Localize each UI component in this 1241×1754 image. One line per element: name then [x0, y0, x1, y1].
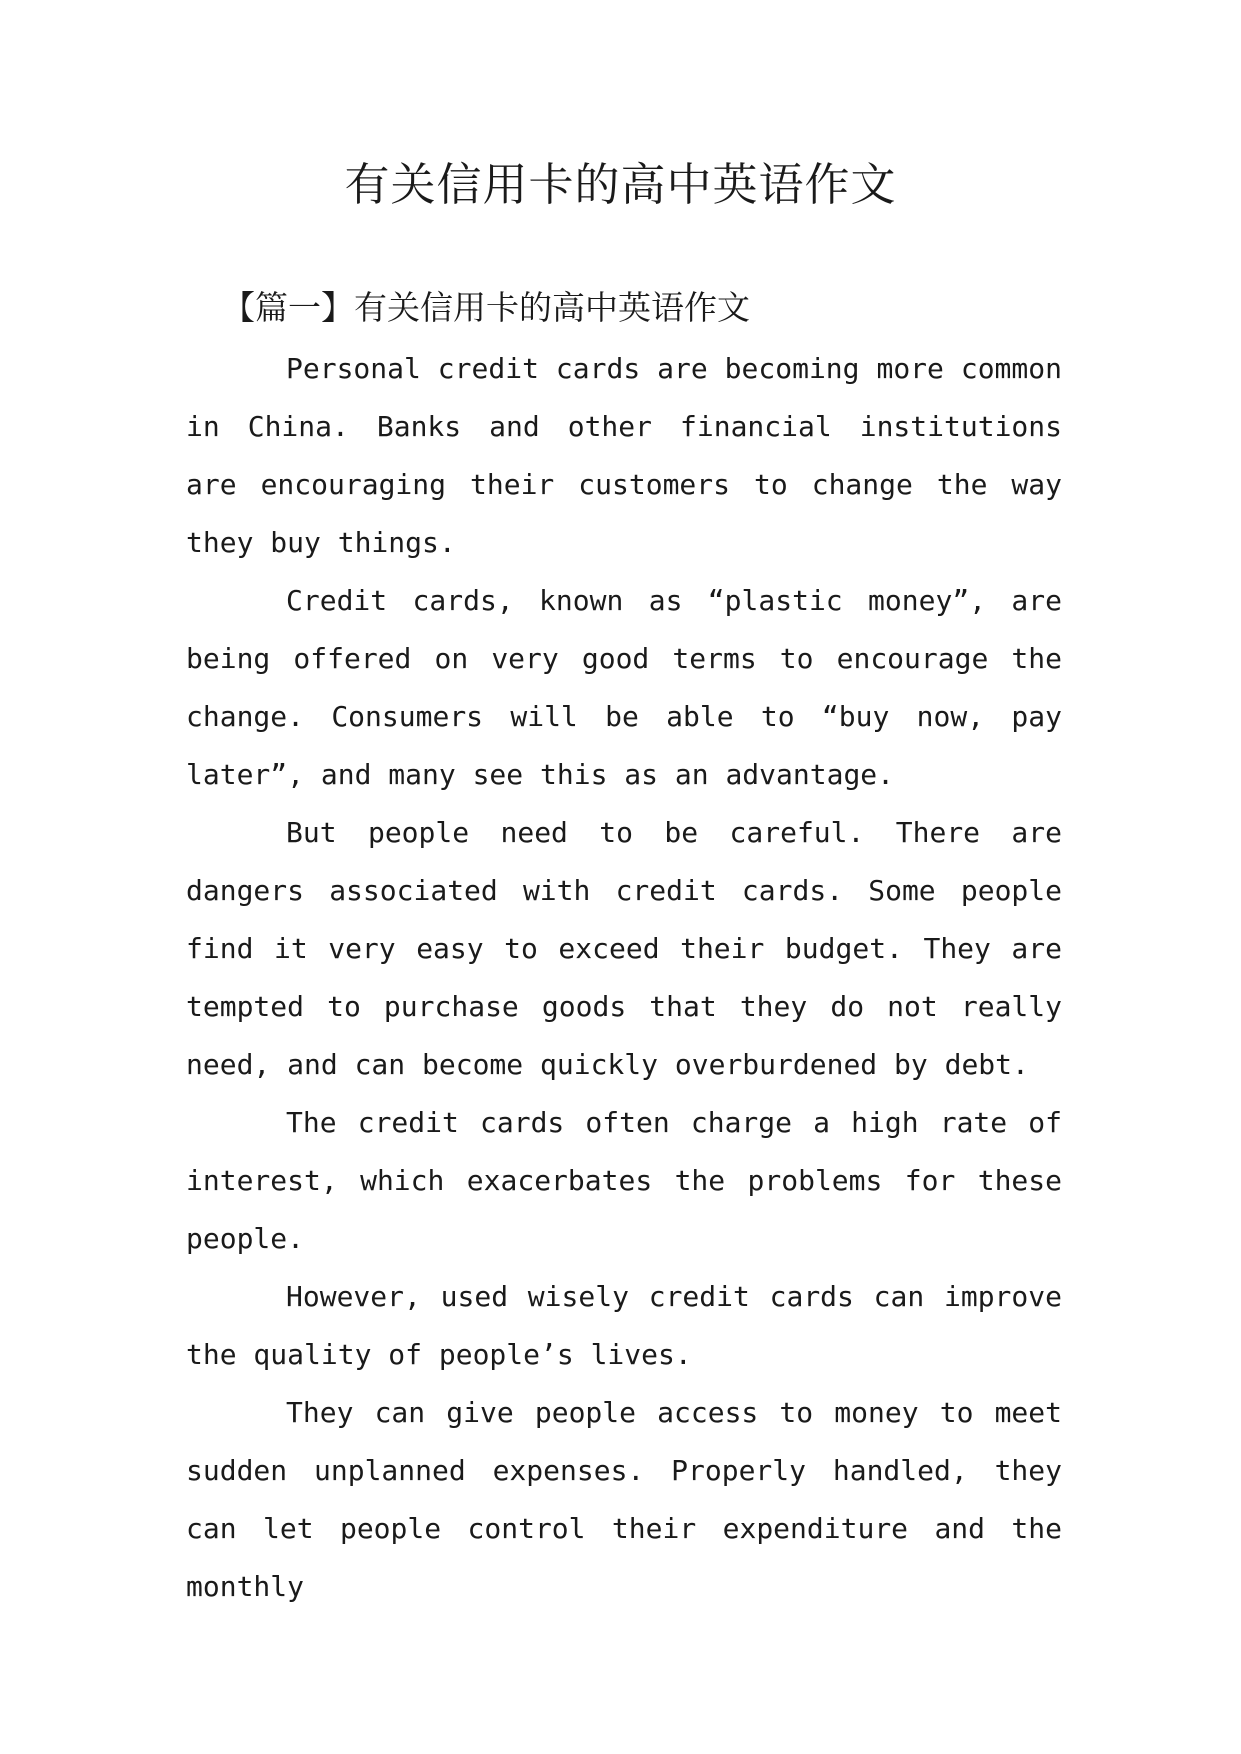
paragraph: Credit cards, known as “plastic money”, are being offered on very good terms to encourage the change. Consumers will be able to “buy now, pay later”, and many see this as an advantage.	[186, 584, 1062, 791]
essay-body	[186, 340, 1062, 1616]
paragraph: Personal credit cards are becoming more common in China. Banks and other financial institutions are encouraging their customers to change the way they buy things.	[186, 352, 1062, 559]
paragraph: The credit cards often charge a high rate of interest, which exacerbates the problems for these people.	[186, 1106, 1062, 1255]
paragraph: But people need to be careful. There are dangers associated with credit cards. Some people find it very easy to exceed their budget. They are tempted to purchase goods that they do not really need, and can become quickly overburdened by debt.	[186, 816, 1062, 1081]
paragraph: They can give people access to money to meet sudden unplanned expenses. Properly handled, they can let people control their expenditure and the monthly	[186, 1396, 1062, 1603]
paragraph: However, used wisely credit cards can improve the quality of people’s lives.	[186, 1280, 1062, 1371]
document-title: 有关信用卡的高中英语作文	[344, 158, 897, 211]
section-heading: 【篇一】有关信用卡的高中英语作文	[222, 288, 750, 327]
